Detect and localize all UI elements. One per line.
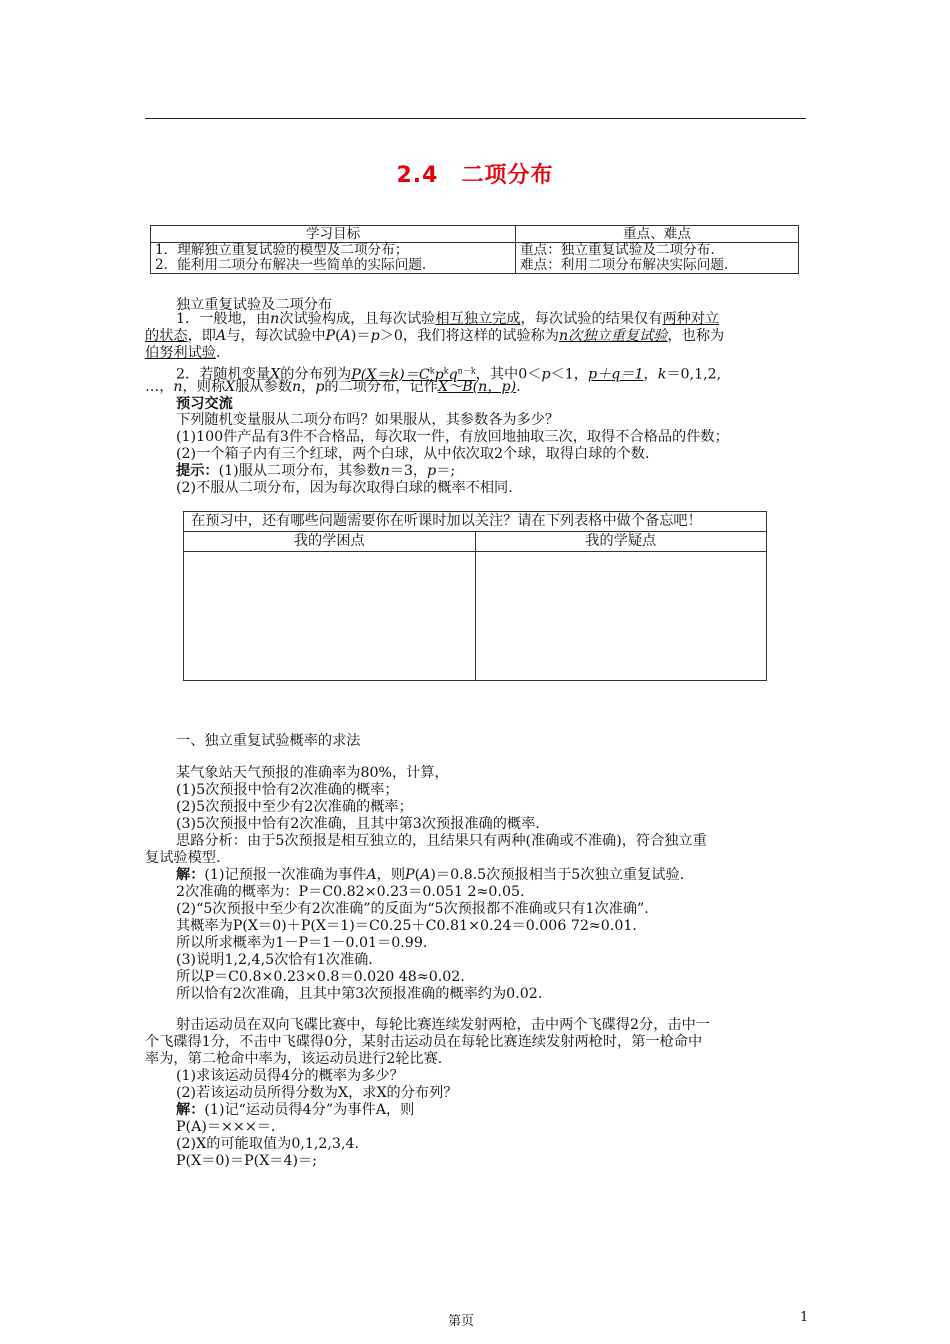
concept-p2-line1: 2．若随机变量X的分布列为$P(X=k)=C^kp^kq^{n-k}$，其中0＜p＜1，p＋q＝1，k＝0,1,2, (176, 366, 722, 383)
ex1-line: 所以所求概率为1－P＝1－0.01＝0.99. (176, 935, 428, 951)
ex2-line: (1)求该运动员得4分的概率为多少？ (176, 1068, 404, 1084)
header-rule (145, 118, 806, 119)
concept-heading: 独立重复试验及二项分布 (176, 297, 333, 313)
memo-prompt: 在预习中，还有哪些问题需要你在听课时加以关注？请在下列表格中做个备忘吧！ (184, 512, 767, 532)
ex2-line: 个飞碟得1分，不击中飞碟得0分，某射击运动员在每轮比赛连续发射两枪时，第一枪命中 (145, 1034, 703, 1050)
memo-col1-header: 我的学困点 (184, 532, 476, 552)
ex1-line: 思路分析：由于5次预报是相互独立的，且结果只有两种(准确或不准确)，符合独立重 (176, 833, 707, 849)
ex2-line: (2)若该运动员所得分数为X，求X的分布列？ (176, 1085, 458, 1101)
goal-item: 2．能利用二项分布解决一些简单的实际问题. (155, 257, 427, 273)
memo-table (183, 511, 767, 681)
preview-heading: 预习交流 (176, 396, 233, 412)
preview-hint-1: 提示：(1)服从二项分布，其参数n＝3，p＝; (176, 463, 456, 479)
ex1-line: 所以P＝C0.8×0.23×0.8＝0.020 48≈0.02. (176, 969, 465, 985)
goals-cell (151, 243, 516, 274)
ex1-line: (2)“5次预报中至少有2次准确”的反面为“5次预报都不准确或只有1次准确”. (176, 901, 649, 917)
preview-question: 下列随机变量服从二项分布吗？如果服从，其参数各为多少？ (176, 412, 560, 428)
ex1-line: (2)5次预报中至少有2次准确的概率； (176, 799, 413, 815)
ex1-line: 某气象站天气预报的准确率为80%，计算， (176, 765, 449, 781)
preview-question-1: (1)100件产品有3件不合格品，每次取一件，有放回地抽取三次，取得不合格品的件数； (176, 429, 729, 445)
objectives-table (150, 225, 799, 274)
ex2-line: 率为，第二枪命中率为，该运动员进行2轮比赛. (145, 1051, 443, 1067)
preview-hint-2: (2)不服从二项分布，因为每次取得白球的概率不相同. (176, 480, 513, 496)
ex1-line: 复试验模型. (145, 850, 221, 866)
ex1-line: 2次准确的概率为：P＝C0.82×0.23＝0.051 2≈0.05. (176, 884, 525, 900)
focus-item: 难点：利用二项分布解决实际问题. (520, 257, 729, 273)
ex2-solution-line: 解：(1)记“运动员得4分”为事件A，则 (176, 1102, 415, 1118)
focus-cell (516, 243, 799, 274)
objectives-col2-header: 重点、难点 (516, 226, 799, 243)
focus-item: 重点：独立重复试验及二项分布. (520, 242, 715, 258)
objectives-col1-header: 学习目标 (151, 226, 516, 243)
concept-p1-line1: 1．一般地，由n次试验构成，且每次试验相互独立完成，每次试验的结果仅有两种对立 (176, 311, 720, 327)
ex2-line: P(X＝0)＝P(X＝4)＝; (176, 1153, 318, 1169)
ex1-line: (1)5次预报中恰有2次准确的概率； (176, 782, 399, 798)
concept-p2-line2: …，n，则称X服从参数n，p的二项分布，记作X～B(n，p). (145, 379, 521, 395)
ex2-line: 射击运动员在双向飞碟比赛中，每轮比赛连续发射两枪，击中两个飞碟得2分，击中一 (176, 1017, 710, 1033)
concept-p1-line2: 的状态，即A与，每次试验中P(A)＝p＞0，我们将这样的试验称为n次独立重复试验，也称为 (145, 328, 725, 344)
ex1-solution-line: 解：(1)记预报一次准确为事件A，则P(A)＝0.8.5次预报相当于5次独立重复试验. (176, 867, 685, 883)
memo-col2-header: 我的学疑点 (475, 532, 767, 552)
preview-question-2: (2)一个箱子内有三个红球，两个白球，从中依次取2个球，取得白球的个数. (176, 446, 650, 462)
ex1-line: 其概率为P(X＝0)＋P(X＝1)＝C0.25＋C0.81×0.24＝0.006 72≈0.01. (176, 918, 637, 934)
ex1-line: 所以恰有2次准确，且其中第3次预报准确的概率约为0.02. (176, 986, 543, 1002)
ex2-line: P(A)＝×××＝. (176, 1119, 276, 1135)
section1-heading: 一、独立重复试验概率的求法 (176, 733, 361, 749)
footer-page-number: 1 (800, 1310, 809, 1325)
ex1-line: (3)说明1,2,4,5次恰有1次准确. (176, 952, 373, 968)
ex1-line: (3)5次预报中恰有2次准确，且其中第3次预报准确的概率. (176, 816, 540, 832)
memo-blank-cell-2[interactable] (475, 552, 767, 681)
ex2-line: (2)X的可能取值为0,1,2,3,4. (176, 1136, 360, 1152)
goal-item: 1．理解独立重复试验的模型及二项分布； (155, 242, 409, 258)
concept-p1-line3: 伯努利试验. (145, 345, 221, 361)
page-title: 2.4 二项分布 (396, 163, 554, 188)
footer-center: 第页 (448, 1314, 475, 1329)
memo-blank-cell-1[interactable] (184, 552, 476, 681)
